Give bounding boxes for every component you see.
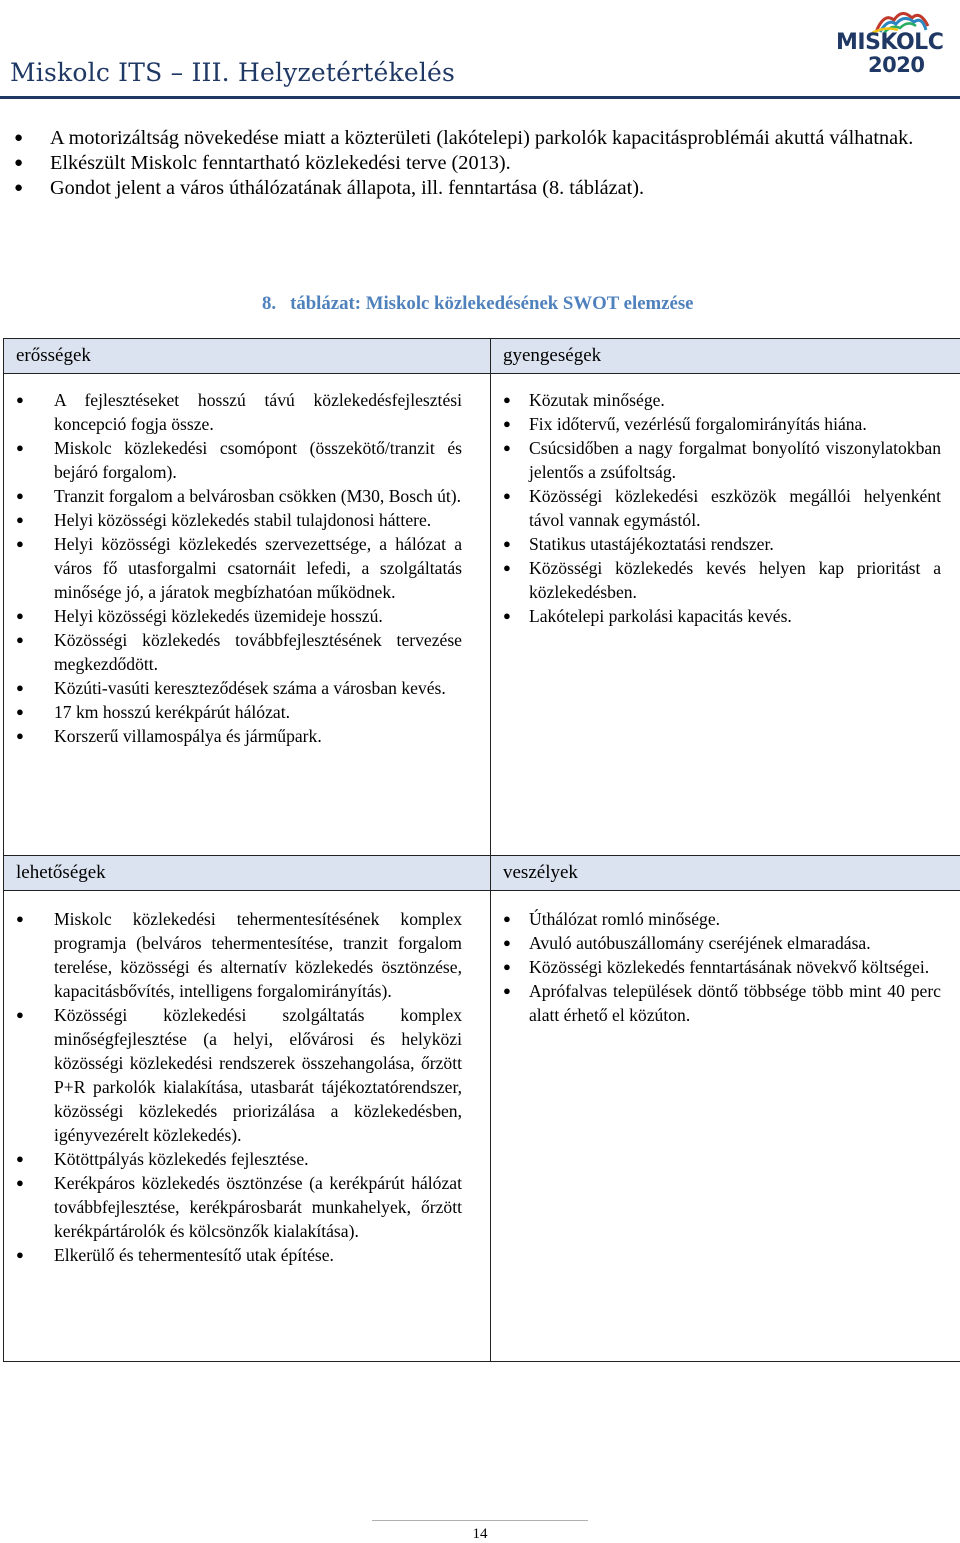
opportunities-list xyxy=(4,907,462,1267)
bullet-icon: ● xyxy=(503,388,511,412)
list-item: ● Közösségi közlekedési eszközök megállói helyenként távol vannak egymástól. xyxy=(491,484,941,532)
bullet-icon: ● xyxy=(16,1171,24,1195)
bullet-icon: ● xyxy=(503,979,511,1003)
list-item: ● Avuló autóbuszállomány cseréjének elmaradása. xyxy=(491,931,941,955)
bullet-icon: ● xyxy=(14,152,23,175)
list-item: ● Helyi közösségi közlekedés üzemideje hosszú. xyxy=(4,604,462,628)
list-item: ● Közösségi közlekedés kevés helyen kap prioritást a közlekedésben. xyxy=(491,556,941,604)
bullet-icon: ● xyxy=(16,907,24,931)
bullet-icon: ● xyxy=(14,177,23,200)
list-item: ● Helyi közösségi közlekedés szervezettsége, a hálózat a város fő utasforgalmi csatornáit lefedi, a szolgáltatás minősége jó, a járatok megbízhatóan működnek. xyxy=(4,532,462,604)
bullet-icon: ● xyxy=(503,907,511,931)
list-item: ● Aprófalvas települések döntő többsége több mint 40 perc alatt érhető el közúton. xyxy=(491,979,941,1027)
strengths-heading: erősségek xyxy=(4,339,491,374)
list-item: ● Közutak minősége. xyxy=(491,388,941,412)
miskolc-2020-logo xyxy=(836,6,952,78)
bullet-icon: ● xyxy=(16,724,24,748)
strengths-cell xyxy=(4,374,491,855)
swot-table xyxy=(3,338,960,1362)
intro-bullet-list xyxy=(12,127,957,202)
bullet-icon: ● xyxy=(16,1147,24,1171)
intro-bullet: ● A motorizáltság növekedése miatt a közterületi (lakótelepi) parkolók kapacitásproblémái akuttá válhatnak. xyxy=(12,127,957,150)
list-item: ● Lakótelepi parkolási kapacitás kevés. xyxy=(491,604,941,628)
table-caption xyxy=(262,293,694,315)
list-item: ● Közösségi közlekedés továbbfejlesztésének tervezése megkezdődött. xyxy=(4,628,462,676)
weaknesses-heading: gyengeségek xyxy=(491,339,960,374)
weaknesses-list xyxy=(491,388,941,628)
footer-divider xyxy=(372,1520,588,1521)
list-item: ● Miskolc közlekedési tehermentesítésének komplex programja (belváros tehermentesítése, tranzit forgalom terelése, közösségi és alternatív közlekedés ösztönzése, kapacitásbővítés, intelligens forgalomirányítás). xyxy=(4,907,462,1003)
header-divider xyxy=(0,96,960,99)
bullet-icon: ● xyxy=(16,676,24,700)
list-item: ● Kerékpáros közlekedés ösztönzése (a kerékpárút hálózat továbbfejlesztése, kerékpárosbarát munkahelyek, őrzött kerékpártárolók és kölcsönzők kialakítása). xyxy=(4,1171,462,1243)
bullet-icon: ● xyxy=(503,931,511,955)
list-item: ● Statikus utastájékoztatási rendszer. xyxy=(491,532,941,556)
bullet-icon: ● xyxy=(14,127,23,150)
list-item: ● Helyi közösségi közlekedés stabil tulajdonosi háttere. xyxy=(4,508,462,532)
list-item: ● Kötöttpályás közlekedés fejlesztése. xyxy=(4,1147,462,1171)
opportunities-heading: lehetőségek xyxy=(4,855,491,890)
bullet-icon: ● xyxy=(16,484,24,508)
bullet-icon: ● xyxy=(503,484,511,508)
intro-bullet: ● Gondot jelent a város úthálózatának állapota, ill. fenntartása (8. táblázat). xyxy=(12,177,957,200)
bullet-icon: ● xyxy=(16,532,24,556)
bullet-icon: ● xyxy=(503,532,511,556)
opportunities-cell xyxy=(4,890,491,1361)
list-item: ● Fix időtervű, vezérlésű forgalomirányítás hiána. xyxy=(491,412,941,436)
logo-text-2020: 2020 xyxy=(868,53,924,77)
strengths-list xyxy=(4,388,462,748)
list-item: ● Elkerülő és tehermentesítő utak építése. xyxy=(4,1243,462,1267)
bullet-icon: ● xyxy=(503,412,511,436)
bullet-icon: ● xyxy=(16,604,24,628)
list-item: ● Közúti-vasúti kereszteződések száma a városban kevés. xyxy=(4,676,462,700)
table-caption-number: 8. xyxy=(262,293,276,314)
list-item: ● 17 km hosszú kerékpárút hálózat. xyxy=(4,700,462,724)
weaknesses-cell xyxy=(491,374,960,855)
bullet-icon: ● xyxy=(16,628,24,652)
page-number: 14 xyxy=(0,1526,960,1543)
list-item: ● Úthálózat romló minősége. xyxy=(491,907,941,931)
list-item: ● Közösségi közlekedési szolgáltatás komplex minőségfejlesztése (a helyi, elővárosi és helyközi közösségi közlekedési rendszerek összehangolása, őrzött P+R parkolók kialakítása, utasbarát tájékoztatórendszer, közösségi közlekedés priorizálása a közlekedésben, igényvezérelt közlekedés). xyxy=(4,1003,462,1147)
intro-bullet: ● Elkészült Miskolc fenntartható közlekedési terve (2013). xyxy=(12,152,957,175)
bullet-icon: ● xyxy=(16,508,24,532)
bullet-icon: ● xyxy=(16,388,24,412)
bullet-icon: ● xyxy=(16,700,24,724)
table-caption-text: táblázat: Miskolc közlekedésének SWOT elemzése xyxy=(290,293,693,314)
bullet-icon: ● xyxy=(16,436,24,460)
threats-cell xyxy=(491,890,960,1361)
list-item: ● A fejlesztéseket hosszú távú közlekedésfejlesztési koncepció fogja össze. xyxy=(4,388,462,436)
threats-list xyxy=(491,907,941,1027)
threats-heading: veszélyek xyxy=(491,855,960,890)
page-header-title: Miskolc ITS – III. Helyzetértékelés xyxy=(10,58,455,87)
list-item: ● Közösségi közlekedés fenntartásának növekvő költségei. xyxy=(491,955,941,979)
bullet-icon: ● xyxy=(16,1243,24,1267)
list-item: ● Tranzit forgalom a belvárosban csökken (M30, Bosch út). xyxy=(4,484,462,508)
bullet-icon: ● xyxy=(503,556,511,580)
list-item: ● Csúcsidőben a nagy forgalmat bonyolító viszonylatokban jelentős a zsúfoltság. xyxy=(491,436,941,484)
list-item: ● Miskolc közlekedési csomópont (összekötő/tranzit és bejáró forgalom). xyxy=(4,436,462,484)
bullet-icon: ● xyxy=(16,1003,24,1027)
bullet-icon: ● xyxy=(503,436,511,460)
list-item: ● Korszerű villamospálya és járműpark. xyxy=(4,724,462,748)
bullet-icon: ● xyxy=(503,955,511,979)
bullet-icon: ● xyxy=(503,604,511,628)
logo-text-miskolc: MISKOLC xyxy=(836,30,952,55)
